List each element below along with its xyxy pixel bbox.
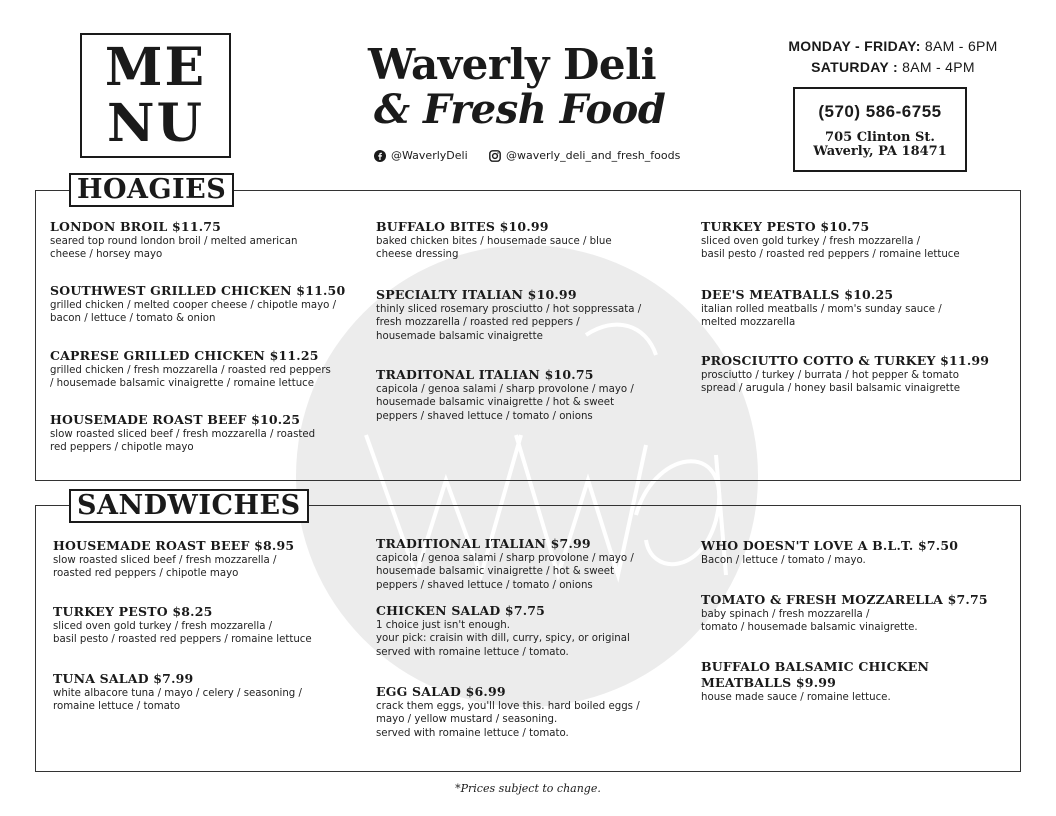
saturday-label: SATURDAY :: [811, 59, 898, 75]
item-description: Bacon / lettuce / tomato / mayo.: [701, 555, 866, 566]
item-title: TUNA SALAD $7.99: [53, 671, 194, 686]
menu-logo-line1: ME: [104, 36, 207, 98]
price-footnote: *Prices subject to change.: [455, 782, 601, 795]
address-line2: Waverly, PA 18471: [813, 144, 947, 159]
instagram-handle-text: @waverly_deli_and_fresh_foods: [506, 149, 681, 162]
item-title: HOUSEMADE ROAST BEEF $8.95: [53, 538, 295, 553]
facebook-handle-text: @WaverlyDeli: [391, 149, 468, 162]
brand-title: [368, 42, 688, 132]
sandwich-item: [53, 538, 363, 581]
facebook-handle[interactable]: [374, 149, 468, 162]
item-title: CHICKEN SALAD $7.75: [376, 603, 546, 618]
item-title: TURKEY PESTO $10.75: [701, 219, 870, 234]
facebook-icon: [374, 150, 386, 162]
item-description: grilled chicken / melted cooper cheese / chipotle mayo / bacon / lettuce / tomato & onion: [50, 300, 337, 325]
sandwich-item: [701, 592, 1011, 635]
item-description: crack them eggs, you'll love this. hard boiled eggs / mayo / yellow mustard / seasoning. served with romaine lettuce / tomato.: [376, 701, 640, 739]
item-description: italian rolled meatballs / mom's sunday sauce / melted mozzarella: [701, 304, 942, 329]
hoagie-item: [701, 219, 1011, 262]
item-title: CAPRESE GRILLED CHICKEN $11.25: [50, 348, 319, 363]
instagram-icon: [489, 150, 501, 162]
item-title: DEE'S MEATBALLS $10.25: [701, 287, 894, 302]
item-description: sliced oven gold turkey / fresh mozzarella / basil pesto / roasted red peppers / romaine lettuce: [701, 236, 960, 261]
weekday-label: MONDAY - FRIDAY:: [788, 38, 921, 54]
sandwich-item: [376, 684, 686, 740]
item-description: seared top round london broil / melted american cheese / horsey mayo: [50, 236, 298, 261]
item-description: 1 choice just isn't enough. your pick: craisin with dill, curry, spicy, or original served with romaine lettuce / tomato.: [376, 620, 630, 658]
sandwich-item: [376, 536, 686, 592]
sandwich-item: [701, 538, 1011, 567]
saturday-hours: 8AM - 4PM: [902, 59, 975, 75]
hoagie-item: [701, 353, 1011, 396]
item-description: sliced oven gold turkey / fresh mozzarella / basil pesto / roasted red peppers / romaine lettuce: [53, 621, 312, 646]
item-description: slow roasted sliced beef / fresh mozzarella / roasted red peppers / chipotle mayo: [50, 429, 316, 454]
item-description: grilled chicken / fresh mozzarella / roasted red peppers / housemade balsamic vinaigrette / romaine lettuce: [50, 365, 331, 390]
item-description: baked chicken bites / housemade sauce / blue cheese dressing: [376, 236, 612, 261]
item-description: capicola / genoa salami / sharp provolone / mayo / housemade balsamic vinaigrette / hot & sweet peppers / shaved lettuce / tomato / onions: [376, 553, 634, 591]
item-title: TURKEY PESTO $8.25: [53, 604, 213, 619]
contact-box: [793, 87, 967, 172]
hoagie-item: [701, 287, 1011, 330]
hoagie-item: [50, 348, 360, 391]
brand-tagline: & Fresh Food: [374, 86, 666, 133]
item-description: thinly sliced rosemary prosciutto / hot soppressata / fresh mozzarella / roasted red peppers / housemade balsamic vinaigrette: [376, 304, 642, 342]
item-title: TOMATO & FRESH MOZZARELLA $7.75: [701, 592, 988, 607]
instagram-handle[interactable]: [489, 149, 680, 162]
sandwiches-heading: SANDWICHES: [69, 489, 309, 523]
item-description: capicola / genoa salami / sharp provolone / mayo / housemade balsamic vinaigrette / hot & sweet peppers / shaved lettuce / tomato / onions: [376, 384, 634, 422]
item-title: TRADITONAL ITALIAN $10.75: [376, 367, 594, 382]
item-description: white albacore tuna / mayo / celery / seasoning / romaine lettuce / tomato: [53, 688, 302, 713]
brand-name: Waverly Deli: [368, 40, 657, 89]
sandwich-item: [53, 604, 363, 647]
hoagie-item: [376, 367, 686, 423]
item-description: slow roasted sliced beef / fresh mozzarella / roasted red peppers / chipotle mayo: [53, 555, 277, 580]
item-title: LONDON BROIL $11.75: [50, 219, 222, 234]
item-title: HOUSEMADE ROAST BEEF $10.25: [50, 412, 301, 427]
item-title: TRADITIONAL ITALIAN $7.99: [376, 536, 591, 551]
item-title: BUFFALO BALSAMIC CHICKEN MEATBALLS $9.99: [701, 659, 930, 690]
sandwich-item: [53, 671, 363, 714]
business-hours: [782, 36, 1004, 78]
item-title: BUFFALO BITES $10.99: [376, 219, 549, 234]
weekday-hours: 8AM - 6PM: [924, 38, 998, 54]
phone-number[interactable]: (570) 586-6755: [818, 102, 942, 121]
sandwich-item: [376, 603, 686, 659]
item-title: SPECIALTY ITALIAN $10.99: [376, 287, 577, 302]
address-line1: 705 Clinton St.: [825, 130, 935, 145]
item-description: baby spinach / fresh mozzarella / tomato / housemade balsamic vinaigrette.: [701, 609, 918, 634]
menu-logo-line2: NU: [107, 92, 204, 154]
item-title: EGG SALAD $6.99: [376, 684, 506, 699]
hoagies-heading: HOAGIES: [69, 173, 234, 207]
item-title: SOUTHWEST GRILLED CHICKEN $11.50: [50, 283, 346, 298]
item-description: house made sauce / romaine lettuce.: [701, 692, 891, 703]
hoagie-item: [376, 287, 686, 343]
menu-logo-box: [80, 33, 231, 158]
hoagie-item: [50, 412, 360, 455]
item-description: prosciutto / turkey / burrata / hot pepper & tomato spread / arugula / honey basil balsamic vinaigrette: [701, 370, 961, 395]
hoagie-item: [50, 283, 360, 326]
hoagie-item: [50, 219, 360, 262]
item-title: WHO DOESN'T LOVE A B.L.T. $7.50: [701, 538, 959, 553]
sandwich-item: [701, 659, 1011, 704]
item-title: PROSCIUTTO COTTO & TURKEY $11.99: [701, 353, 990, 368]
hoagie-item: [376, 219, 686, 262]
